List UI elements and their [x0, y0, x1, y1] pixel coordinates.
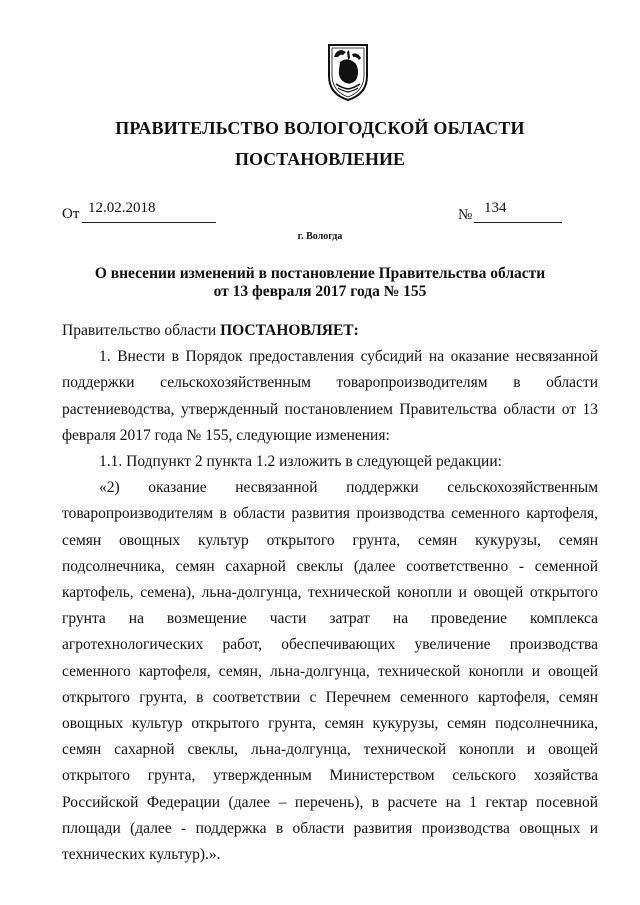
- date-value: 12.02.2018: [88, 200, 156, 216]
- preamble-decree: ПОСТАНОВЛЯЕТ:: [220, 322, 359, 339]
- number-underline: [474, 222, 562, 223]
- paragraph-1-1: 1.1. Подпункт 2 пункта 1.2 изложить в следующей редакции:: [99, 453, 502, 471]
- vologda-coat-of-arms-icon: [326, 42, 370, 102]
- document-heading: [0, 265, 640, 301]
- document-type: ПОСТАНОВЛЕНИЕ: [234, 149, 406, 169]
- paragraph-quoted-subpoint: «2) оказание несвязанной поддержки сельскохозяйственным товаропроизводителям в области развития производства семенного картофеля, семян овощных культур открытого грунта, семян кукурузы, семян подсолнечника, семян сахарной свеклы (далее соответственно - семенной картофель, семена), льна-долгунца, технической конопли и овощей открытого грунта на возмещение части затрат на проведение комплекса агротехнологических работ, обеспечивающих увеличение производства семенного картофеля, семян, льна-долгунца, технической конопли и овощей открытого грунта, в соответствии с Перечнем семенного картофеля, семян овощных культур открытого грунта, семян кукурузы, семян подсолнечника, семян сахарной свеклы, льна-долгунца, технической конопли и овощей открытого грунта, утвержденным Министерством сельского хозяйства Российской Федерации (далее – перечень), в расчете на 1 гектар посевной площади (далее - поддержка в области развития производства овощных и технических культур).».: [62, 479, 598, 864]
- date-prefix: От: [62, 206, 80, 222]
- paragraph-1: 1. Внести в Порядок предоставления субсидий на оказание несвязанной поддержки сельскохозяйственным товаропроизводителям в области растениеводства, утвержденный постановлением Правительства области от 13 февраля 2017 года № 155, следующие изменения:: [62, 348, 598, 444]
- city-label: г. Вологда: [297, 231, 343, 242]
- heading-line-2: от 13 февраля 2017 года № 155: [213, 283, 427, 300]
- heading-line-1: О внесении изменений в постановление Правительства области: [94, 265, 546, 282]
- number-value: 134: [484, 200, 507, 216]
- government-title: ПРАВИТЕЛЬСТВО ВОЛОГОДСКОЙ ОБЛАСТИ: [115, 118, 525, 138]
- date-underline: [82, 222, 216, 223]
- preamble: [62, 318, 598, 344]
- number-prefix: №: [458, 207, 473, 223]
- preamble-lead: Правительство области: [62, 322, 221, 339]
- document-body: [62, 318, 598, 868]
